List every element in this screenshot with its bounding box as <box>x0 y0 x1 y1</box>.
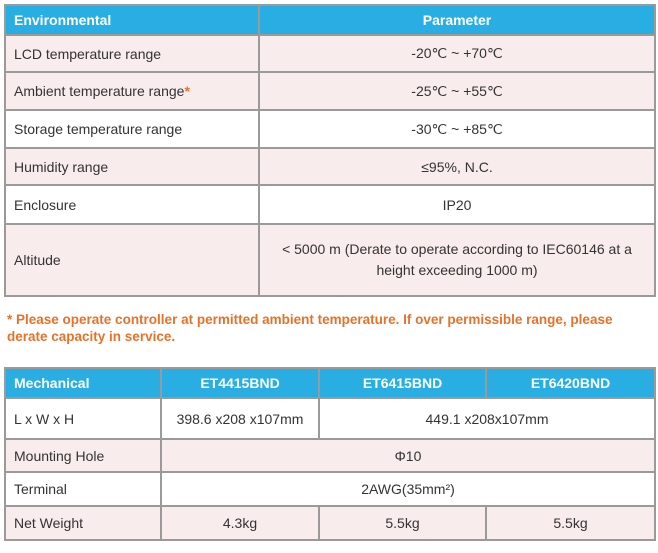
table-row <box>5 35 655 72</box>
environmental-header: Environmental <box>5 5 259 35</box>
row-value: Φ10 <box>161 439 655 472</box>
row-value: 398.6 x208 x107mm <box>161 398 319 439</box>
parameter-header: Parameter <box>259 5 655 35</box>
table-row <box>5 398 655 439</box>
table-row <box>5 148 655 185</box>
environmental-header-row <box>5 5 655 35</box>
model-header: ET6415BND <box>319 368 486 398</box>
row-label: Storage temperature range <box>5 110 259 148</box>
row-value: -30℃ ~ +85℃ <box>259 110 655 148</box>
model-header: ET4415BND <box>161 368 319 398</box>
ambient-temperature-note <box>7 311 647 345</box>
row-label: LCD temperature range <box>5 35 259 72</box>
mechanical-header: Mechanical <box>5 368 161 398</box>
table-row <box>5 472 655 506</box>
row-value: 4.3kg <box>161 506 319 540</box>
note-line: * Please operate controller at permitted ambient temperature. If over permissible range, please <box>7 312 613 327</box>
row-label: Terminal <box>5 472 161 506</box>
table-row <box>5 439 655 472</box>
mechanical-header-row <box>5 368 655 398</box>
row-value: < 5000 m (Derate to operate according to IEC60146 at a height exceeding 1000 m) <box>259 224 655 296</box>
row-label: Net Weight <box>5 506 161 540</box>
row-label: L x W x H <box>5 398 161 439</box>
model-header: ET6420BND <box>486 368 655 398</box>
row-label: Altitude <box>5 224 259 296</box>
row-value: -20℃ ~ +70℃ <box>259 35 655 72</box>
row-value: 5.5kg <box>319 506 486 540</box>
row-value: -25℃ ~ +55℃ <box>259 72 655 110</box>
row-label: Mounting Hole <box>5 439 161 472</box>
note-line: derate capacity in service. <box>7 329 176 344</box>
row-value: ≤95%, N.C. <box>259 148 655 185</box>
row-label: Enclosure <box>5 185 259 224</box>
table-row <box>5 506 655 540</box>
row-label: Humidity range <box>5 148 259 185</box>
row-label: Ambient temperature range* <box>5 72 259 110</box>
table-row <box>5 185 655 224</box>
row-value: IP20 <box>259 185 655 224</box>
row-value: 5.5kg <box>486 506 655 540</box>
mechanical-table <box>4 367 656 541</box>
environmental-table <box>4 4 656 297</box>
row-value: 2AWG(35mm²) <box>161 472 655 506</box>
table-row <box>5 110 655 148</box>
row-value: 449.1 x208x107mm <box>319 398 655 439</box>
table-row <box>5 224 655 296</box>
asterisk-marker: * <box>184 83 190 99</box>
table-row <box>5 72 655 110</box>
